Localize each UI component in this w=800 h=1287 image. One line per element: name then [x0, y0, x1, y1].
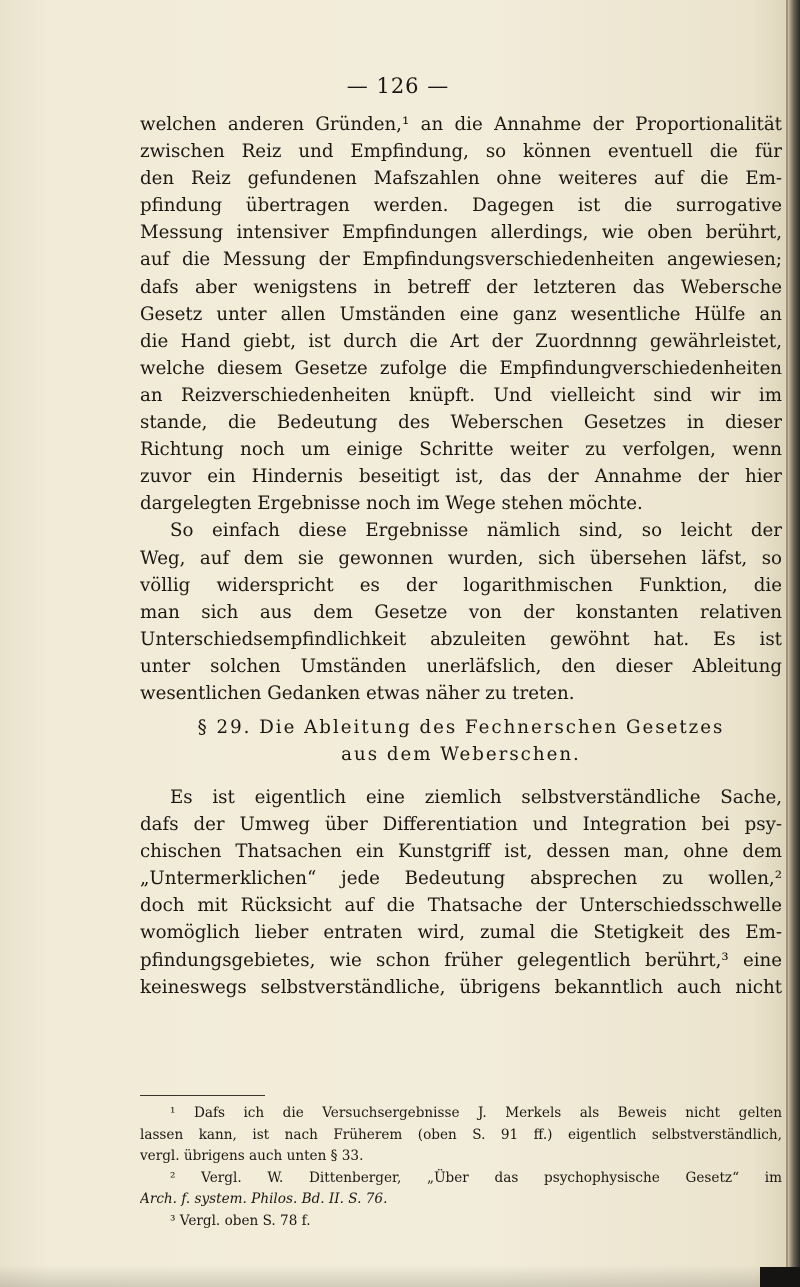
section-heading-line: § 29. Die Ableitung des Fechnerschen Gesetzes: [197, 717, 725, 738]
body-text: [140, 111, 782, 707]
text-line: welchen anderen Gründen,¹ an die Annahme der Proportionalität: [140, 114, 782, 135]
footnote-line: ³ Vergl. oben S. 78 f.: [170, 1212, 311, 1229]
text-line: pfindung übertragen werden. Dagegen ist die surrogative: [140, 195, 782, 217]
text-line: doch mit Rücksicht auf die Thatsache der Unterschiedsschwelle: [140, 895, 782, 917]
text-line: stande, die Bedeutung des Weberschen Gesetzes in dieser: [140, 412, 782, 434]
text-line: unter solchen Umständen unerläfslich, den dieser Ableitung: [140, 655, 782, 677]
text-line: die Hand giebt, ist durch die Art der Zuordnnng gewährleistet,: [140, 330, 782, 352]
text-line: zwischen Reiz und Empfindung, so können eventuell die für: [140, 141, 782, 163]
footnote-line: Arch. f. system. Philos. Bd. II. S. 76.: [140, 1191, 388, 1207]
scan-corner: [760, 1267, 800, 1287]
footnotes: [140, 1103, 782, 1232]
footnote-line: ¹ Dafs ich die Versuchsergebnisse J. Merkels als Beweis nicht gelten: [170, 1105, 782, 1121]
page-bottom-shadow: [0, 1265, 800, 1287]
text-line: dargelegten Ergebnisse noch im Wege stehen möchte.: [140, 493, 643, 515]
text-line: völlig widerspricht es der logarithmischen Funktion, die: [140, 574, 782, 596]
section-heading-line: aus dem Weberschen.: [341, 744, 581, 766]
text-line: Es ist eigentlich eine ziemlich selbstverständliche Sache,: [170, 787, 782, 808]
text-line: Weg, auf dem sie gewonnen wurden, sich übersehen läfst, so: [140, 547, 782, 569]
footnote-line: vergl. übrigens auch unten § 33.: [140, 1148, 364, 1164]
text-line: chischen Thatsachen ein Kunstgriff ist, dessen man, ohne dem: [140, 841, 782, 863]
text-line: man sich aus dem Gesetze von der konstanten relativen: [140, 601, 782, 623]
text-line: Messung intensiver Empfindungen allerdings, wie oben berührt,: [140, 222, 782, 244]
text-line: So einfach diese Ergebnisse nämlich sind, so leicht der: [170, 520, 782, 542]
footnote-line: ² Vergl. W. Dittenberger, „Über das psychophysische Gesetz“ im: [170, 1169, 782, 1186]
text-line: keineswegs selbstverständliche, übrigens bekanntlich auch nicht: [140, 976, 782, 998]
text-line: „Untermerklichen“ jede Bedeutung absprechen zu wollen,²: [140, 868, 782, 890]
text-line: wesentlichen Gedanken etwas näher zu treten.: [140, 682, 575, 704]
text-line: Unterschiedsempfindlichkeit abzuleiten gewöhnt hat. Es ist: [140, 628, 782, 650]
section-heading: [140, 714, 782, 768]
text-line: Richtung noch um einige Schritte weiter zu verfolgen, wenn: [140, 439, 782, 461]
text-line: welche diesem Gesetze zufolge die Empfindungverschiedenheiten: [140, 357, 782, 379]
footnote-line: lassen kann, ist nach Früherem (oben S. 91 ff.) eigentlich selbstverständlich,: [140, 1126, 782, 1143]
text-line: an Reizverschiedenheiten knüpft. Und vielleicht sind wir im: [140, 384, 782, 406]
text-line: dafs der Umweg über Differentiation und Integration bei psy-: [140, 814, 782, 836]
text-line: dafs aber wenigstens in betreff der letzteren das Webersche: [140, 276, 782, 298]
text-line: zuvor ein Hindernis beseitigt ist, das der Annahme der hier: [140, 466, 782, 488]
text-line: Gesetz unter allen Umständen eine ganz wesentliche Hülfe an: [140, 303, 782, 325]
text-line: womöglich lieber entraten wird, zumal die Stetigkeit des Em-: [140, 922, 782, 944]
book-spine-shadow: [788, 0, 800, 1287]
footnote-rule: [140, 1095, 265, 1096]
page-number: — 126 —: [346, 74, 450, 98]
text-line: auf die Messung der Empfindungsverschiedenheiten angewiesen;: [140, 249, 782, 271]
text-line: den Reiz gefundenen Mafszahlen ohne weiteres auf die Em-: [140, 168, 782, 190]
text-line: pfindungsgebietes, wie schon früher gelegentlich berührt,³ eine: [140, 949, 782, 971]
section-text: [140, 784, 782, 1001]
